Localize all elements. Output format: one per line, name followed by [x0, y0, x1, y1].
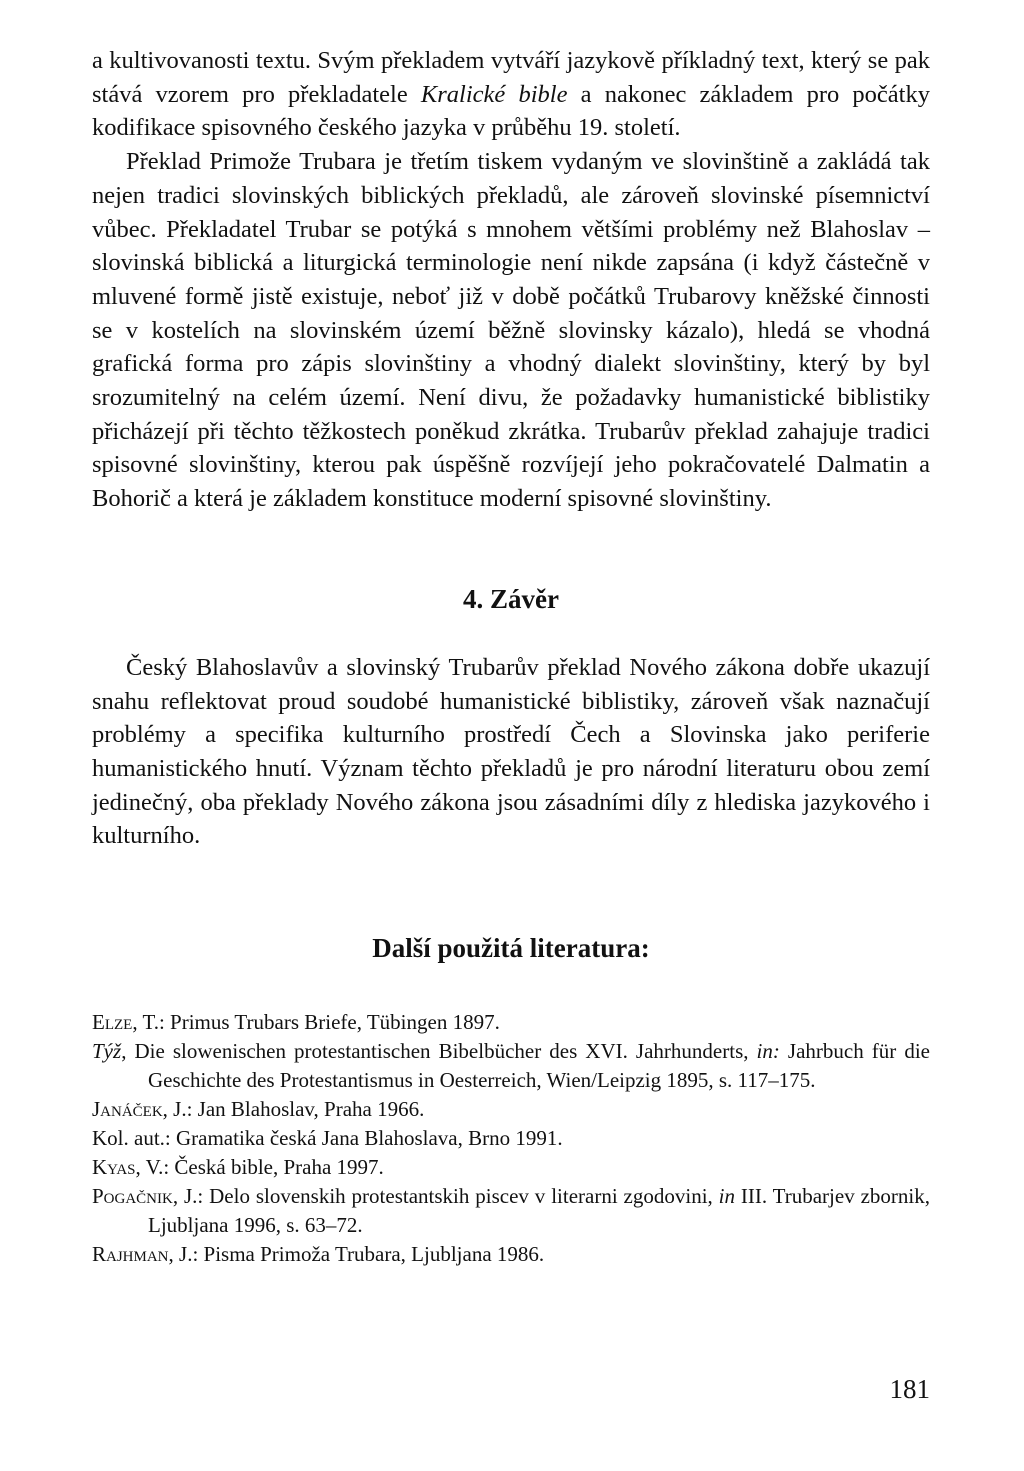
literature-heading: Další použitá literatura:	[372, 933, 650, 964]
reference-author: Pogačnik	[92, 1184, 173, 1209]
reference-text: Kol. aut.: Gramatika česká Jana Blahoslava, Brno 1991.	[92, 1126, 563, 1151]
reference-author: Týž	[92, 1039, 122, 1064]
reference-item	[92, 1182, 930, 1240]
intro-text-a: a kultivovanosti textu. Svým překladem vytváří jazykově příkladný text, který se pak stává vzorem pro překladatele	[92, 47, 930, 108]
reference-text: , J.: Jan Blahoslav, Praha 1966.	[162, 1097, 425, 1122]
trubar-paragraph: Překlad Primože Trubara je třetím tiskem vydaným ve slovinštině a zakládá tak nejen tradici slovinských biblických překladů, ale zároveň slovinské písemnictví vůbec. Překladatel Trubar se potýká s mnohem většími problémy než Blahoslav – slovinská biblická a liturgická terminologie není nikde zapsána (i když částečně v mluvené formě jistě existuje, neboť již v době počátků Trubarovy kněžské činnosti se v kostelích na slovinském území běžně slovinsky kázalo), hledá se vhodná grafická forma pro zápis slovinštiny a vhodný dialekt slovinštiny, který by byl srozumitelný na celém území. Není divu, že požadavky humanistické biblistiky přicházejí při těchto těžkostech poněkud zkrátka. Trubarův překlad zahajuje tradici spisovné slovinštiny, kterou pak úspěšně rozvíjejí jeho pokračovatelé Dalmatin a Bohorič a která je základem konstituce moderní spisovné slovinštiny.	[92, 148, 930, 513]
reference-author: Janáček	[92, 1097, 163, 1122]
reference-text: , V.: Česká bible, Praha 1997.	[135, 1155, 384, 1180]
reference-text-continued: Jahrbuch für die Geschichte des Protestantismus in Oesterreich, Wien/Leipzig 1895, s. 117–175.	[148, 1039, 930, 1093]
reference-item	[92, 1153, 930, 1182]
reference-text: , T.: Primus Trubars Briefe, Tübingen 1897.	[132, 1010, 500, 1035]
conclusion-paragraph: Český Blahoslavův a slovinský Trubarův překlad Nového zákona dobře ukazují snahu reflektovat proud soudobé humanistické biblistiky, zároveň však naznačují problémy a specifika kulturního prostředí Čech a Slovinska jako periferie humanistického hnutí. Význam těchto překladů je pro národní literaturu obou zemí jedinečný, oba překlady Nového zákona jsou zásadními díly z hlediska jazykového i kulturního.	[92, 653, 930, 850]
page-body	[92, 44, 930, 1269]
reference-in-marker: in:	[756, 1039, 780, 1064]
reference-text: , J.: Pisma Primoža Trubara, Ljubljana 1986.	[168, 1242, 545, 1267]
reference-list	[92, 1008, 930, 1269]
reference-text: , Die slowenischen protestantischen Bibelbücher des XVI. Jahrhunderts,	[121, 1039, 757, 1064]
reference-item	[92, 1240, 930, 1269]
reference-author: Kyas	[92, 1155, 136, 1180]
reference-item	[92, 1095, 930, 1124]
reference-item	[92, 1037, 930, 1095]
reference-item	[92, 1008, 930, 1037]
reference-text: , J.: Delo slovenskih protestantskih piscev v literarni zgodovini,	[172, 1184, 719, 1209]
page-number: 181	[889, 1374, 930, 1404]
intro-paragraph	[92, 44, 930, 145]
reference-author: Elze	[92, 1010, 133, 1035]
reference-author: Rajhman	[92, 1242, 169, 1267]
reference-in-marker: in	[718, 1184, 736, 1209]
reference-text-continued: III. Trubarjev zbornik, Ljubljana 1996, s. 63–72.	[148, 1184, 930, 1238]
conclusion-heading: 4. Závěr	[463, 583, 559, 614]
intro-text-b: a nakonec základem pro počátky kodifikace spisovného českého jazyka v průběhu 19. století.	[92, 80, 930, 142]
reference-item	[92, 1124, 930, 1153]
kralicka-bible-title: Kralické bible	[420, 80, 568, 108]
